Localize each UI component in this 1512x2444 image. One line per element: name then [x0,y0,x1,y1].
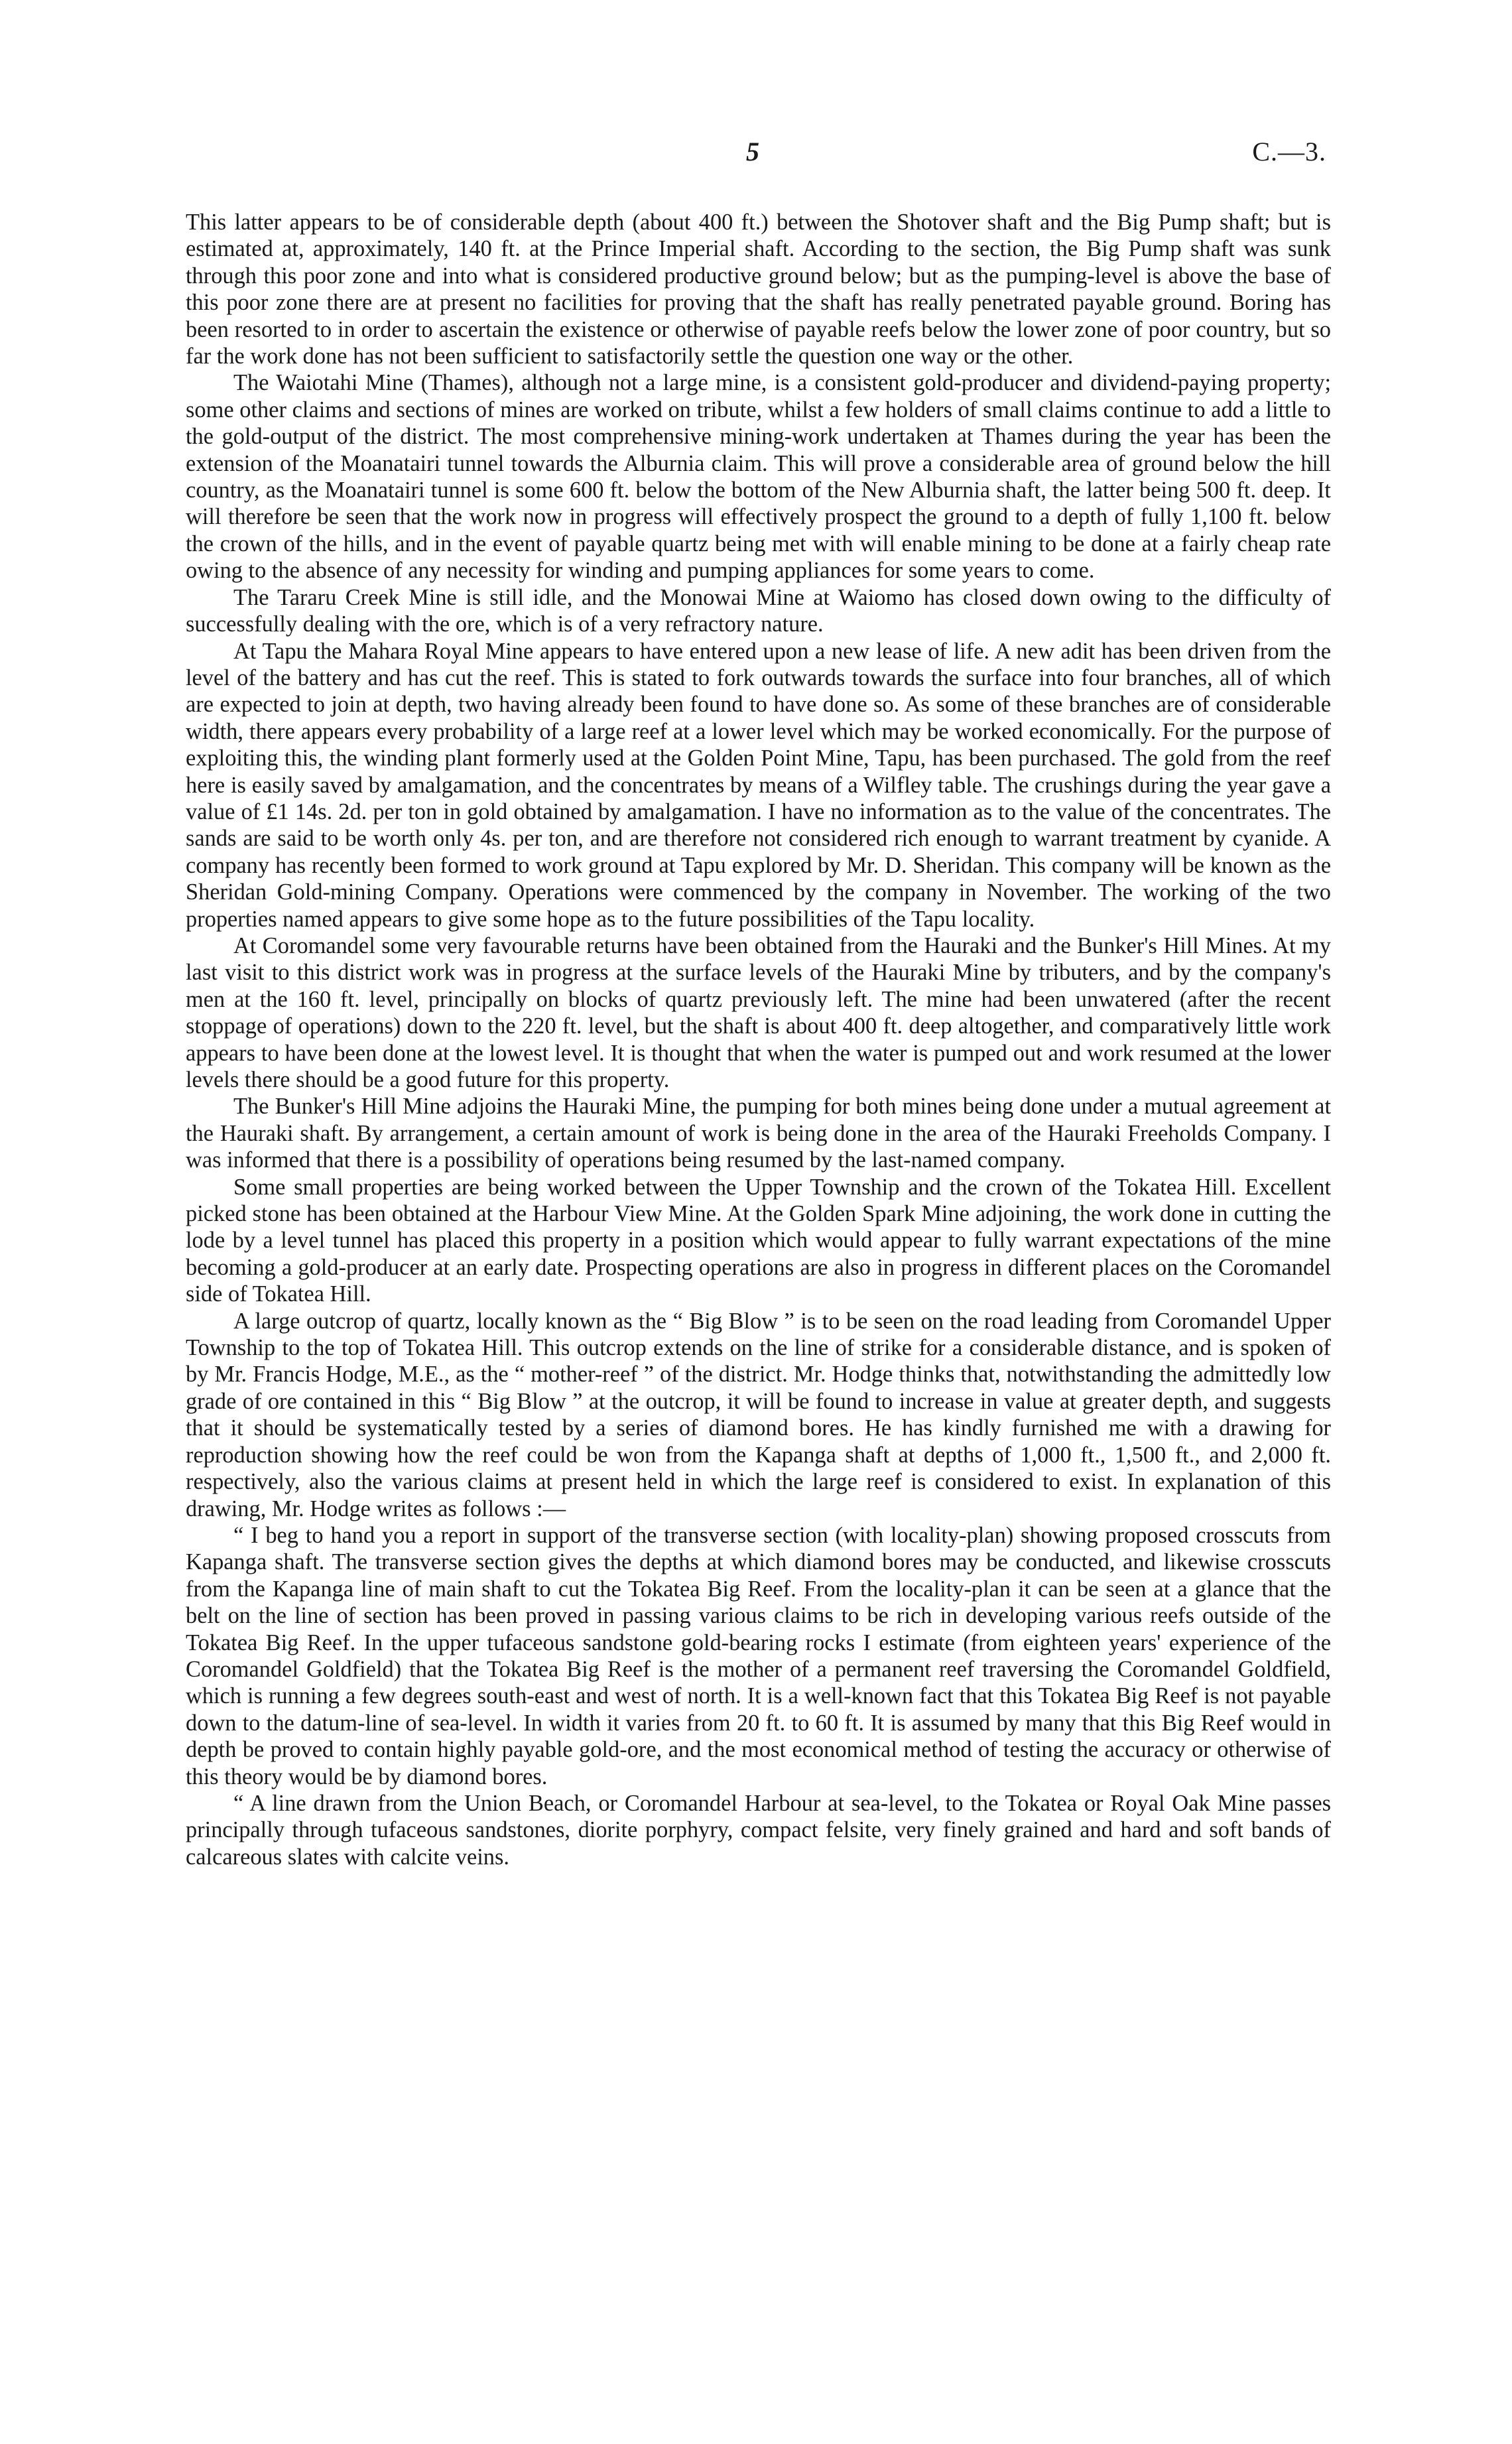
paragraph-coromandel-hauraki: At Coromandel some very favourable returns have been obtained from the Hauraki and the Bunker's Hill Mines. At my last visit to this district work was in progress at the surface levels of the Hauraki Mine by tributers, and by the company's men at the 160 ft. level, principally on blocks of quartz previously left. The mine had been unwatered (after the recent stoppage of operations) down to the 220 ft. level, but the shaft is about 400 ft. deep altogether, and comparatively little work appears to have been done at the lowest level. It is thought that when the water is pumped out and work resumed at the lower levels there should be a good future for this property. [186,933,1331,1092]
paragraph-tapu-mahara-royal: At Tapu the Mahara Royal Mine appears to have entered upon a new lease of life. A new adit has been driven from the level of the battery and has cut the reef. This is stated to fork outwards towards the surface into four branches, all of which are expected to join at depth, two having already been found to have done so. As some of these branches are of considerable width, there appears every probability of a large reef at a lower level which may be worked economically. For the purpose of exploiting this, the winding plant formerly used at the Golden Point Mine, Tapu, has been purchased. The gold from the reef here is easily saved by amalgamation, and the concentrates by means of a Wilfley table. The crushings during the year gave a value of £1 14s. 2d. per ton in gold obtained by amalgamation. I have no information as to the value of the concentrates. The sands are said to be worth only 4s. per ton, and are therefore not considered rich enough to warrant treatment by cyanide. A company has recently been formed to work ground at Tapu explored by Mr. D. Sheridan. This company will be known as the Sheridan Gold-mining Company. Operations were commenced by the company in November. The working of the two properties named appears to give some hope as to the future possibilities of the Tapu locality. [186,638,1331,932]
paragraph-tararu-creek: The Tararu Creek Mine is still idle, and the Monowai Mine at Waiomo has closed down owing to the difficulty of successfully dealing with the ore, which is of a very refractory nature. [186,584,1331,637]
paragraph-bunkers-hill: The Bunker's Hill Mine adjoins the Hauraki Mine, the pumping for both mines being done under a mutual agreement at the Hauraki shaft. By arrangement, a certain amount of work is being done in the area of the Hauraki Freeholds Company. I was informed that there is a possibility of operations being resumed by the last-named company. [186,1094,1331,1173]
paragraph-shotover-poor-zone: This latter appears to be of considerable depth (about 400 ft.) between the Shotover shaft and the Big Pump shaft; but is estimated at, approximately, 140 ft. at the Prince Imperial shaft. According to the section, the Big Pump shaft was sunk through this poor zone and into what is considered productive ground below; but as the pumping-level is above the base of this poor zone there are at present no facilities for proving that the shaft has really penetrated payable ground. Boring has been resorted to in order to ascertain the existence or otherwise of payable reefs below the lower zone of poor country, but so far the work done has not been sufficient to satisfactorily settle the question one way or the other. [186,210,1331,369]
paragraph-big-blow: A large outcrop of quartz, locally known as the “ Big Blow ” is to be seen on the road leading from Coromandel Upper Township to the top of Tokatea Hill. This outcrop extends on the line of strike for a considerable distance, and is spoken of by Mr. Francis Hodge, M.E., as the “ mother-reef ” of the district. Mr. Hodge thinks that, notwithstanding the admittedly low grade of ore contained in this “ Big Blow ” at the outcrop, it will be found to increase in value at greater depth, and suggests that it should be systematically tested by a series of diamond bores. He has kindly furnished me with a drawing for reproduction showing how the reef could be won from the Kapanga shaft at depths of 1,000 ft., 1,500 ft., and 2,000 ft. respectively, also the various claims at present held in which the large reef is considered to exist. In explanation of this drawing, Mr. Hodge writes as follows :— [186,1308,1331,1521]
paragraph-waiotahi-mine: The Waiotahi Mine (Thames), although not a large mine, is a consistent gold-producer and dividend-paying property; some other claims and sections of mines are worked on tribute, whilst a few holders of small claims continue to add a little to the gold-output of the district. The most comprehensive mining-work undertaken at Thames during the year has been the extension of the Moanatairi tunnel towards the Alburnia claim. This will prove a considerable area of ground below the hill country, as the Moanatairi tunnel is some 600 ft. below the bottom of the New Alburnia shaft, the latter being 500 ft. deep. It will therefore be seen that the work now in progress will effectively prospect the ground to a depth of fully 1,100 ft. below the crown of the hills, and in the event of payable quartz being met with will enable mining to be done at a fairly cheap rate owing to the absence of any necessity for winding and pumping appliances for some years to come. [186,370,1331,584]
series-code: C.—3. [1252,137,1326,166]
paragraph-union-beach-line: “ A line drawn from the Union Beach, or Coromandel Harbour at sea-level, to the Tokatea or Royal Oak Mine passes principally through tufaceous sandstones, diorite porphyry, compact felsite, very finely grained and hard and soft bands of calcareous slates with calcite veins. [186,1790,1331,1870]
page-header [0,136,1512,176]
body-text [186,209,1331,1870]
paragraph-tokatea-small-properties: Some small properties are being worked between the Upper Township and the crown of the Tokatea Hill. Excellent picked stone has been obtained at the Harbour View Mine. At the Golden Spark Mine adjoining, the work done in cutting the lode by a level tunnel has placed this property in a position which would appear to fully warrant expectations of the mine becoming a gold-producer at an early date. Prospecting operations are also in progress in different places on the Coromandel side of Tokatea Hill. [186,1174,1331,1307]
page-number: 5 [746,137,759,166]
paragraph-hodge-report: “ I beg to hand you a report in support of the transverse section (with locality-plan) showing proposed crosscuts from Kapanga shaft. The transverse section gives the depths at which diamond bores may be conducted, and likewise crosscuts from the Kapanga line of main shaft to cut the Tokatea Big Reef. From the locality-plan it can be seen at a glance that the belt on the line of section has been proved in passing various claims to be rich in developing various reefs outside of the Tokatea Big Reef. In the upper tufaceous sandstone gold-bearing rocks I estimate (from eighteen years' experience of the Coromandel Goldfield) that the Tokatea Big Reef is the mother of a permanent reef traversing the Coromandel Goldfield, which is running a few degrees south-east and west of north. It is a well-known fact that this Tokatea Big Reef is not payable down to the datum-line of sea-level. In width it varies from 20 ft. to 60 ft. It is assumed by many that this Big Reef would in depth be proved to contain highly payable gold-ore, and the most economical method of testing the accuracy or otherwise of this theory would be by diamond bores. [186,1522,1331,1789]
